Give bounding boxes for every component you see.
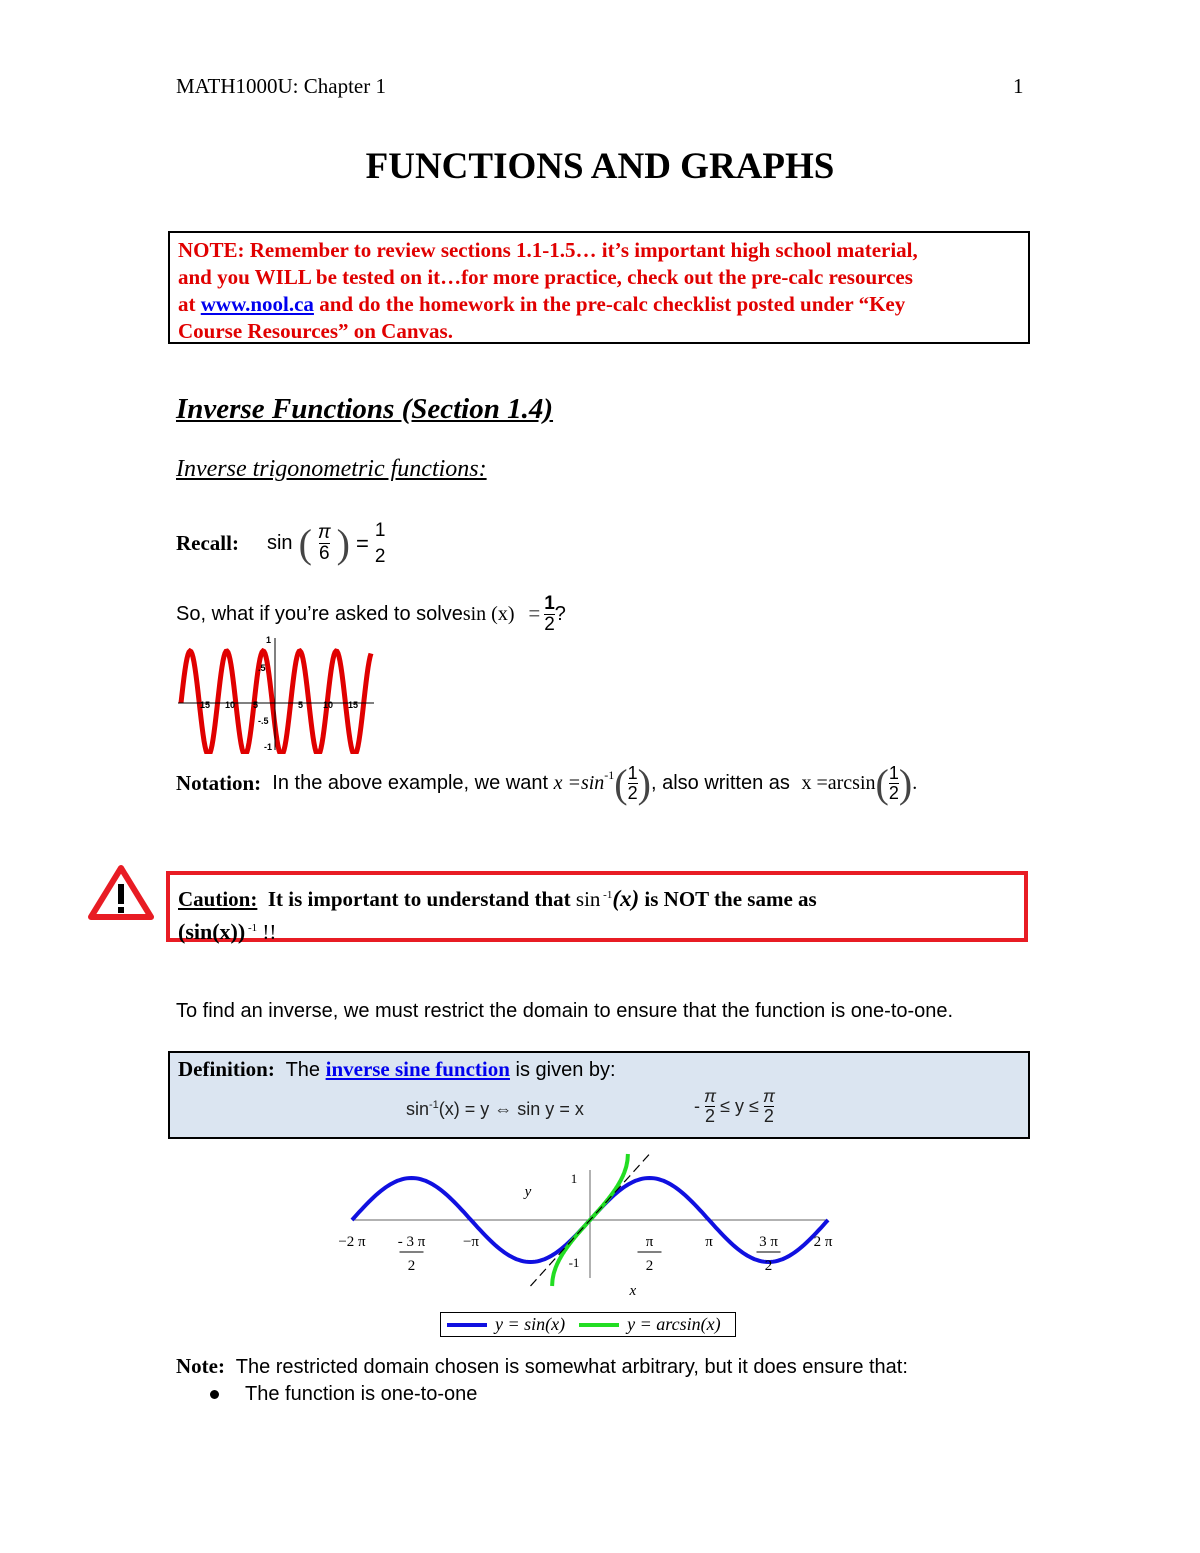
sine-graph-small [178,634,374,754]
x-tick-label: π [705,1234,713,1250]
y-tick-label: -1 [568,1255,580,1270]
small-xtick: 5 [298,700,304,710]
bullet-text: The function is one-to-one [245,1383,478,1405]
nool-link[interactable]: www.nool.ca [200,292,314,316]
definition-range: - $\frac{\pi}{2}$ ≤ y ≤ $\frac{\pi}{2}$ [694,1086,775,1126]
question-expr: sin (x) [462,602,515,625]
note-line-2: and you WILL be tested on it…for more practice, check out the pre-calc resources [178,265,913,289]
warning-icon [88,864,154,920]
x-tick-label-den: 2 [407,1258,416,1274]
page-title: FUNCTIONS AND GRAPHS [365,146,835,187]
notation-text: In the above example, we want [261,772,554,794]
chart-legend [440,1312,736,1337]
question-text: So, what if you’re asked to solve [176,602,463,625]
note-line-4: Course Resources” on Canvas. [178,319,453,343]
note-line-3: at www.nool.ca and do the homework in the pre-calc checklist posted under “Key [178,292,906,316]
x-tick-label: π [645,1234,654,1250]
recall-eq: = [355,530,369,556]
caution-box [166,871,1028,942]
small-xtick: 15 [200,700,211,710]
x-tick-label: - 3 π [397,1234,426,1250]
definition-formula: $\sin^{-1}(x) = y$ ⇔ sin y = x [406,1099,584,1119]
inverse-sine-link[interactable]: inverse sine function [325,1057,510,1081]
legend-swatch-arcsin [579,1323,619,1327]
definition-box [168,1051,1030,1139]
recall-label: Recall: [176,531,239,555]
x-tick-label: −π [462,1234,480,1250]
domain-text: To find an inverse, we must restrict the domain to ensure that the function is one-to-one. [176,1000,954,1022]
legend-label-sin: y = sin(x) [495,1314,566,1334]
bullet-item [210,1383,477,1406]
recall-fn: sin [266,532,293,554]
x-tick-label: 3 π [759,1234,778,1250]
caution-line-1: Caution: It is important to understand that sin $^{-1}$(x) is NOT the same as [178,886,817,911]
small-xtick: 10 [323,700,334,710]
small-ytick: .5 [258,663,266,673]
note-line-1: NOTE: Remember to review sections 1.1-1.5… it’s important high school material, [178,238,918,262]
small-xtick: 15 [348,700,359,710]
small-ytick: -1 [264,742,273,752]
legend-swatch-sin [447,1323,487,1327]
y-tick-label: 1 [570,1171,578,1186]
note2-label: Note: [176,1354,225,1378]
notation-label: Notation: [176,771,262,795]
question-fraction: $\frac{1}{2}$ [544,593,555,635]
small-xtick: 5 [253,700,259,710]
x-tick-label-den: 2 [645,1258,654,1274]
small-ytick: 1 [266,635,272,645]
recall-fraction: $\frac{\pi}{6}$ [317,522,331,564]
note2-line: Note: The restricted domain chosen is somewhat arbitrary, but it does ensure that: [176,1354,908,1378]
running-header: MATH1000U: Chapter 1 [176,74,386,98]
x-tick-label: −2 π [338,1234,366,1250]
question-line: So, what if you’re asked to solve sin (x) = $\frac{1}{2}$ ? [176,593,566,635]
notation-text2: , also written as [650,772,796,794]
subheading: Inverse trigonometric functions: [176,456,487,482]
x-axis-label: x [629,1283,637,1299]
caution-line-2: (sin(x)) $^{-1}$ !! [178,919,277,944]
sin-arcsin-chart [330,1150,850,1300]
recall-result: 1 2 [374,519,386,567]
small-xtick: 10 [225,700,236,710]
legend-label-arcsin: y = arcsin(x) [627,1314,721,1334]
definition-label: Definition: [178,1057,275,1081]
notation-expr1: x =sin [553,772,605,794]
notation-line: Notation: In the above example, we want x =sin $^{-1}$ ( $\frac{1}{2}$ ) , also written as x =arcsin ( $\frac{1}{2}$ ) . [176,761,918,806]
caution-label: Caution: [178,887,258,911]
definition-line: Definition: The inverse sine function is given by: [178,1057,616,1081]
x-tick-label: 2 π [813,1234,833,1250]
bullet-dot [210,1390,219,1399]
section-heading: Inverse Functions (Section 1.4) [176,393,554,425]
x-tick-label-den: 2 [764,1258,773,1274]
recall-line: Recall: sin ( $\frac{\pi}{6}$ ) = 1 2 [176,519,386,567]
page-number: 1 [1013,74,1024,98]
y-axis-label: y [524,1184,532,1200]
note-box [168,231,1030,344]
small-ytick: -.5 [258,716,269,726]
notation-expr2: x =arcsin [801,772,876,794]
